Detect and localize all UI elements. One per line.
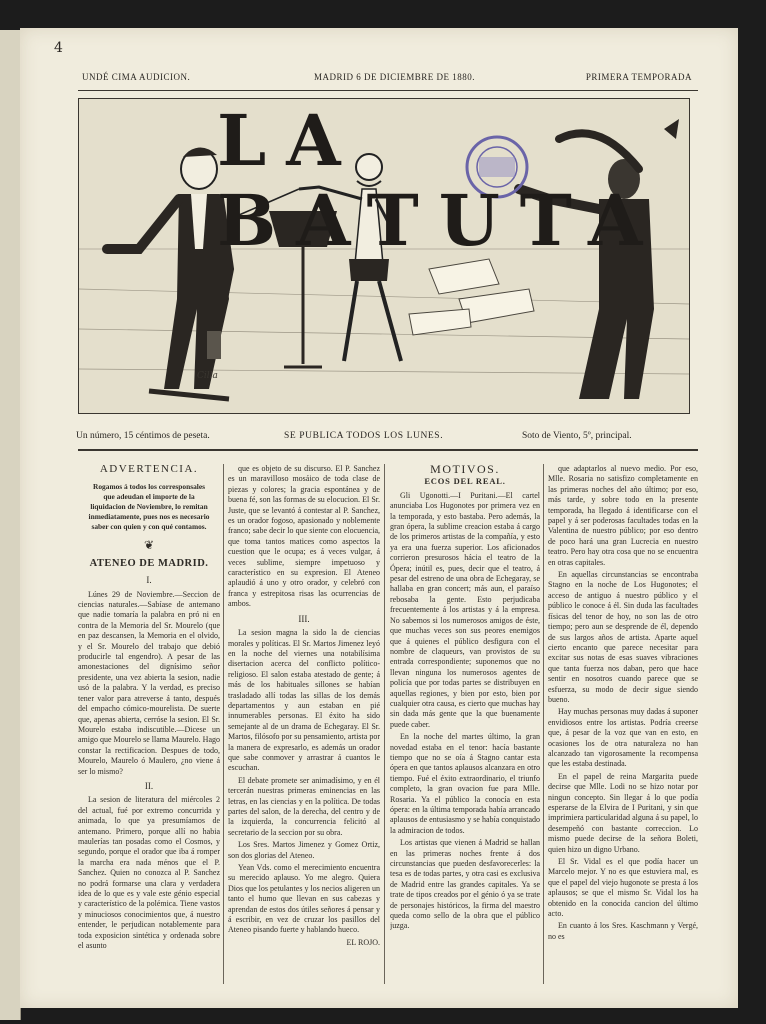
article-paragraph: El debate promete ser animadísimo, y en él tercerán nuestras primeras eminencias en las letras, en las ciencias y en la política. De todas partes del salon, de la derecha, del centro y de la izquierda, la concurrencia felicitó al secretario de la seccion por su obra. xyxy=(228,775,380,837)
subscription-line xyxy=(76,431,696,445)
article-paragraph: que adaptarlos al nuevo medio. Por eso, Mlle. Rosaria no satisfizo completamente en las primeras noches del año último; por eso, más tarde, y sobre todo en la presente temporada, ha llegado á identificarse con el papel y á ser poderosas facultades todas en la Valentina de nuestro público; por eso dentro de poco hará una gran Lucrecia en nuestro teatro. Pero hay otra cosa que no se encuentra en otras capitales. xyxy=(548,464,698,567)
article-paragraph: Los artistas que vienen á Madrid se hallan en las primeras noches frente á dos circunstancias que pueden desfavorecerles: la tesa es de todas partes, y otra casi es exclusiva de Madrid entre las grandes capitales. Ya se trate de tipos creados por el génio ó ya se trate de personajes históricos, la firma del maestro queda como sello de la obra que el público juzga. xyxy=(390,838,540,931)
article-paragraph: En cuanto á los Sres. Kaschmann y Vergé, no es xyxy=(548,921,698,941)
header-line xyxy=(82,72,692,88)
price-label: Un número, 15 céntimos de peseta. xyxy=(76,431,210,441)
article-paragraph: El Sr. Vidal es el que podía hacer un Marcelo mejor. Y no es que estuviera mal, es que el papel del viejo hugonote se presta á los aplausos; se que el mismo Sr. Vidal los ha obtenido en la conocida cancion del último acto. xyxy=(548,857,698,919)
article-paragraph: que es objeto de su discurso. El P. Sanchez es un maravilloso mosáico de toda clase de piezas y colores; la gracia espontánea y de buena fé, son las formas de su elocucion. El Sr. Juste, que se levantó á contestar al P. Sanchez, es un orador fogoso, apasionado y noblemente franco; sabe decir lo que siente con elocuencia, que toma tantos matices como aspectos la cuestion que le ocupa; es á veces vulgar, á veces sublime, siempre impetuoso y característico en su expresion. El Ateneo aplaudió á uno y otro orador, y celebró con franca y estrepitosa risas las ocurrencias de ambos. xyxy=(228,464,380,609)
article-paragraph: Lúnes 29 de Noviembre.—Seccion de ciencias naturales.—Sabíase de antemano que nadie tomaría la palabra en pró ni en contra de la Memoria del Sr. Mourelo (que en paz descansen, la Memoria en el olvido, y el Sr. Mourelo del trabajo que debió producirle tal engendro). A pesar de las amonestaciones del dignísimo señor presidente, una vez abierta la sesion, nadie usó de la palabra. Y la verdad, es preciso tener valor para atreverse á tanto, después del empacho cómico-mourelista. De suerte que, apenas abierta, cerróse la sesion. El Sr. Mourelo estaba indiscutible.—Dicese un amigo que Mourelo se llama Maurelo. Hago constar la rectificacion. Despues de todo, Mourelo, Maurelo ó Maulero, ¿no viene á ser lo mismo? xyxy=(78,589,220,776)
author-signature: EL ROJO. xyxy=(346,937,380,947)
frequency-label: SE PUBLICA TODOS LOS LUNES. xyxy=(284,431,444,441)
column-divider xyxy=(543,464,544,984)
article-paragraph: Gli Ugonotti.—I Puritani.—El cartel anunciaba Los Hugonotes por primera vez en la temporada, y esto bastaba. Pero además, la gran ópera, la sublime creacion estaba á cargo de los primeros artistas de la compañía, y esto ya era una fuerza superior. Los aficionados corrieron presurosos hácia el teatro de la Ópera; inútil es, pues, decir que el teatro, á pesar del estreno de una obra de Echegaray, se hallaba en gran concert; más aun, el paraíso rebosaba la gente. Esto perjudicaba frecuentemente á los artistas y á la empresa. No sabemos si los numerosos amigos de éste, que muchas veces son sus peores enemigos que á quienes el público desfigura con el nombre de claqueurs, van provistos de su entrada correspondiente; suponemos que no llevan ninguna los numerosos agentes de policía que por todas partes se distribuyen en aquellas regiones, y bien por esto, bien por cualquier otra causa, es cierto que muchas hay sin dada más gente que la que buenamente puede caber. xyxy=(390,490,540,729)
dateline: MADRID 6 DE DICIEMBRE DE 1880. xyxy=(314,72,475,82)
ecos-subheading: ECOS DEL REAL. xyxy=(424,476,506,487)
masthead-bottom-rule xyxy=(78,449,698,451)
binding-edge xyxy=(0,30,21,1020)
column-3 xyxy=(390,464,540,934)
advertencia-heading: ADVERTENCIA. xyxy=(99,464,199,475)
address-label: Soto de Viento, 5º, principal. xyxy=(522,431,632,441)
article-paragraph: En aquellas circunstancias se encontraba Stagno en la noche de Los Hugonotes; el acceso de antiguo á nuestro público y el público le conoce á él. Sin duda las facultades físicas del tenor de hoy, no son las de otro tiempo; pero aun se desprende de él, dependo de sus largos años de artista. Aparte aquel cierto encanto que parece necesitar para excitar sus notas de esas suaves vibraciones que tanta fuerza nos daban, pero que hace sentir en nosotros cuando parece que se esfuerza, su modo de decir sigue siendo bueno. xyxy=(548,570,698,704)
article-paragraph: Yean Vds. como el merecimiento encuentra su merecido aplauso. Yo me alegro. Quiera Dios que los petulantes y los necios aligeren un tanto el humo que llevan en sus cabezas y aprendan de estos dos útiles señores á pensar y á escribir, en vez de cruzar los pasillos del Ateneo pisando fuerte y hablando hueco. xyxy=(228,863,380,935)
section-numeral: I. xyxy=(146,575,152,586)
masthead-title: LA BATUTA xyxy=(217,99,663,262)
ornament-icon: ❦ xyxy=(143,538,155,553)
section-numeral: III. xyxy=(298,613,310,624)
advertencia-notice: Rogamos á todos los corresponsales que adeudan el importe de la liquidacion de Noviembre, lo remitan inmediatamente, pues nos es necesario saber con quien y con qué contamos. xyxy=(88,482,210,532)
column-divider xyxy=(384,464,385,984)
masthead-illustration xyxy=(78,98,690,414)
header-rule xyxy=(78,90,698,91)
column-1 xyxy=(78,464,220,953)
page-mark: 4 xyxy=(54,40,63,56)
newspaper-page xyxy=(20,28,738,1008)
article-paragraph: En la noche del martes último, la gran novedad estaba en el tenor: hacía bastante tiempo que no se oía á Stagno cantar esta ópera en que tantos aplausos alcanzara en otro tiempo. Fué el éxito extraordinario, el triunfo completo, la gran ovacion fue para Mlle. Rosaria. Ya el público la conocía en esta ópera: en la última temporada había arrancado aplausos de entusiasmo y se había conquistado la admiracion de todos. xyxy=(390,732,540,835)
column-2 xyxy=(228,464,380,948)
edition-label: UNDÉ CIMA AUDICION. xyxy=(82,72,191,82)
column-divider xyxy=(223,464,224,984)
column-4 xyxy=(548,464,698,944)
ateneo-heading: ATENEO DE MADRID. xyxy=(89,557,209,569)
article-paragraph: Hay muchas personas muy dadas á suponer envidiosos entre los artistas. Podría creerse que, á pesar de la voz que van en esto, en ocasiones los de otra naturaleza no han alcanzado tan vigorosamente la recompensa que les estaba destinada. xyxy=(548,707,698,769)
article-paragraph: Los Sres. Martos Jimenez y Gomez Ortiz, son dos glorias del Ateneo. xyxy=(228,840,380,860)
article-paragraph: La sesion magna la sido la de ciencias morales y políticas. El Sr. Martos Jimenez leyó en la noche del viernes una notabilísima disertacion acerca del conflicto político-religioso. El salon estaba atestado de gente; á más de los habituales sillones se habían trasladado allí todas las sillas de los demás departamentos y aun estaban en pié innumerables personas. El éxito ha sido semejante al de un drama de Echegaray. El Sr. Martos, filósofo por su pensamiento, artista por la manera de expresarlo, es además un orador que sabe conmover y arrastrar á cuantos le escuchan. xyxy=(228,628,380,773)
article-paragraph: La sesion de literatura del miércoles 2 del actual, fué por extremo concurrida y animada, lo que ya presumíamos de antemano. Primero, porque allí no habia maulerías tan posadas como el Cosmos, y segundo, porque el orador que iba á romper la marcha era nada ménos que el P. Sanchez. Quien no conozca al P. Sanchez no podrá formarse una clara y verdadera idea de lo que es y vale este génio especial y característico de la polémica. Tiene vastos y minuciosos conocimientos que, á nuestro entender, le perjudican notablemente para toda exposicion sintética y ordenada sobre el asunto xyxy=(78,795,220,951)
section-numeral: II. xyxy=(144,780,154,791)
season-label: PRIMERA TEMPORADA xyxy=(585,72,692,82)
artist-signature: Cilla xyxy=(197,371,218,381)
article-paragraph: En el papel de reina Margarita puede decirse que Mlle. Lodi no se hizo notar por ningun concepto. Sin llegar á lo que podía esperarse de la Elvira de I Puritani, y sin que imprimiera particularidad alguna á su papel, lo desempeñó con bastante correccion. Lo mismo puede decirse de la señora Boleti, quien hizo un digno Urbano. xyxy=(548,771,698,854)
motivos-heading: MOTIVOS. xyxy=(430,464,500,476)
